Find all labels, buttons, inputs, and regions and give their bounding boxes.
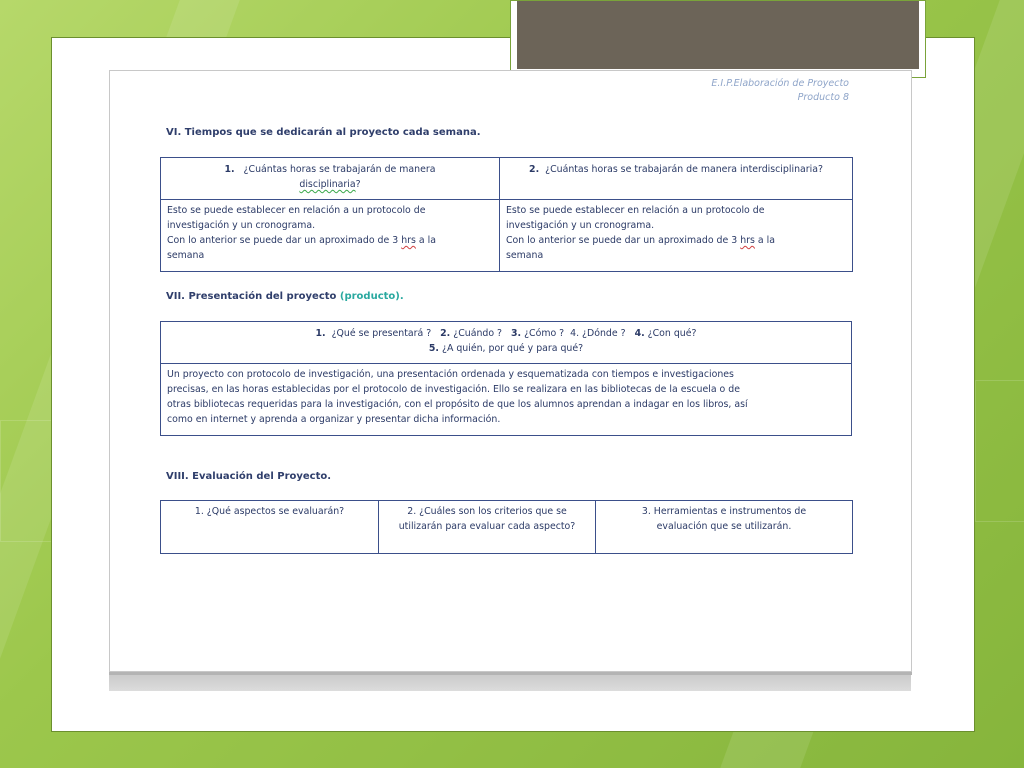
questions-cell bbox=[161, 322, 852, 364]
question-number: 3. bbox=[510, 328, 522, 339]
section-8-title: VIII. Evaluación del Proyecto. bbox=[166, 471, 332, 482]
answer-line: Esto se puede establecer en relación a un protocolo de bbox=[167, 205, 426, 216]
answer-line: semana bbox=[167, 250, 205, 261]
answer-line bbox=[506, 233, 846, 248]
answer-cell-2 bbox=[500, 200, 853, 272]
evaluation-header: 1. ¿Qué aspectos se evaluarán? bbox=[194, 506, 345, 517]
background-shape bbox=[975, 380, 1024, 522]
background-shape bbox=[0, 420, 52, 542]
document-shadow bbox=[109, 671, 911, 691]
section-7-title bbox=[166, 291, 404, 302]
answer-text: a la bbox=[415, 235, 436, 246]
questions-line-2 bbox=[167, 341, 845, 356]
question-number: 4. bbox=[634, 328, 645, 339]
question-number: 1. bbox=[224, 164, 235, 175]
evaluation-cell-1 bbox=[161, 501, 379, 554]
document-header-title: E.I.P.Elaboración de Proyecto bbox=[711, 78, 849, 89]
section-6-table bbox=[160, 157, 853, 272]
answer-line: Un proyecto con protocolo de investigación, una presentación ordenada y esquematizada con tiempos e investigaciones bbox=[167, 369, 734, 380]
question-text: ¿Cuántas horas se trabajarán de manera bbox=[243, 164, 436, 175]
answer-text: Con lo anterior se puede dar un aproximado de 3 bbox=[167, 235, 402, 246]
question-text-underlined: disciplinaria bbox=[299, 179, 356, 190]
evaluation-header: evaluación que se utilizarán. bbox=[656, 521, 792, 532]
answer-line: investigación y un cronograma. bbox=[167, 220, 316, 231]
answer-line: semana bbox=[506, 250, 544, 261]
header-photo-image bbox=[517, 1, 919, 69]
question-text: ¿A quién, por qué y para qué? bbox=[441, 343, 584, 354]
document-page bbox=[109, 70, 912, 672]
answer-line: precisas, en las horas establecidas por el protocolo de investigación. Ello se realizara en las bibliotecas de la escuela o de bbox=[167, 384, 740, 395]
answer-cell-1 bbox=[161, 200, 500, 272]
spellcheck-word: hrs bbox=[401, 235, 416, 246]
evaluation-header: 3. Herramientas e instrumentos de bbox=[641, 506, 807, 517]
question-number: 2. bbox=[529, 164, 540, 175]
question-text: ¿Cómo ? bbox=[524, 328, 565, 339]
questions-line-1 bbox=[167, 326, 845, 341]
question-cell-2 bbox=[500, 158, 853, 200]
answer-line: Esto se puede establecer en relación a un protocolo de bbox=[506, 205, 765, 216]
section-8-table bbox=[160, 500, 853, 554]
question-number: 2. bbox=[440, 328, 451, 339]
table-row bbox=[161, 200, 853, 272]
header-photo bbox=[510, 0, 926, 78]
answer-line: investigación y un cronograma. bbox=[506, 220, 655, 231]
table-row bbox=[161, 158, 853, 200]
answer-line: como en internet y aprenda a organizar y presentar dicha información. bbox=[167, 414, 501, 425]
evaluation-cell-2 bbox=[379, 501, 596, 554]
question-text: ¿Cuándo ? bbox=[453, 328, 503, 339]
question-number: 1. bbox=[315, 328, 326, 339]
question-text: 4. ¿Dónde ? bbox=[570, 328, 626, 339]
document-header-product: Producto 8 bbox=[797, 92, 849, 103]
section-7-title-text: VII. Presentación del proyecto bbox=[166, 291, 340, 302]
spellcheck-word: hrs bbox=[740, 235, 755, 246]
evaluation-header: utilizarán para evaluar cada aspecto? bbox=[398, 521, 576, 532]
answer-text: a la bbox=[754, 235, 775, 246]
table-row bbox=[161, 322, 852, 364]
question-text: ¿Qué se presentará ? bbox=[331, 328, 432, 339]
section-6-title: VI. Tiempos que se dedicarán al proyecto cada semana. bbox=[166, 127, 481, 138]
table-row bbox=[161, 364, 852, 436]
table-row bbox=[161, 501, 853, 554]
evaluation-cell-3 bbox=[596, 501, 853, 554]
answer-line bbox=[167, 233, 493, 248]
document-header bbox=[711, 77, 849, 105]
question-cell-1 bbox=[161, 158, 500, 200]
answer-line: otras bibliotecas requeridas para la investigación, con el propósito de que los alumnos aprendan a indagar en los libros, así bbox=[167, 399, 748, 410]
question-mark: ? bbox=[355, 179, 361, 190]
question-text: ¿Cuántas horas se trabajarán de manera interdisciplinaria? bbox=[545, 164, 823, 175]
section-7-table bbox=[160, 321, 852, 436]
evaluation-header: 2. ¿Cuáles son los criterios que se bbox=[407, 506, 567, 517]
question-number: 5. bbox=[428, 343, 439, 354]
question-text: ¿Con qué? bbox=[647, 328, 697, 339]
answer-cell bbox=[161, 364, 852, 436]
section-7-title-accent: (producto). bbox=[339, 291, 404, 302]
answer-text: Con lo anterior se puede dar un aproximado de 3 bbox=[506, 235, 741, 246]
